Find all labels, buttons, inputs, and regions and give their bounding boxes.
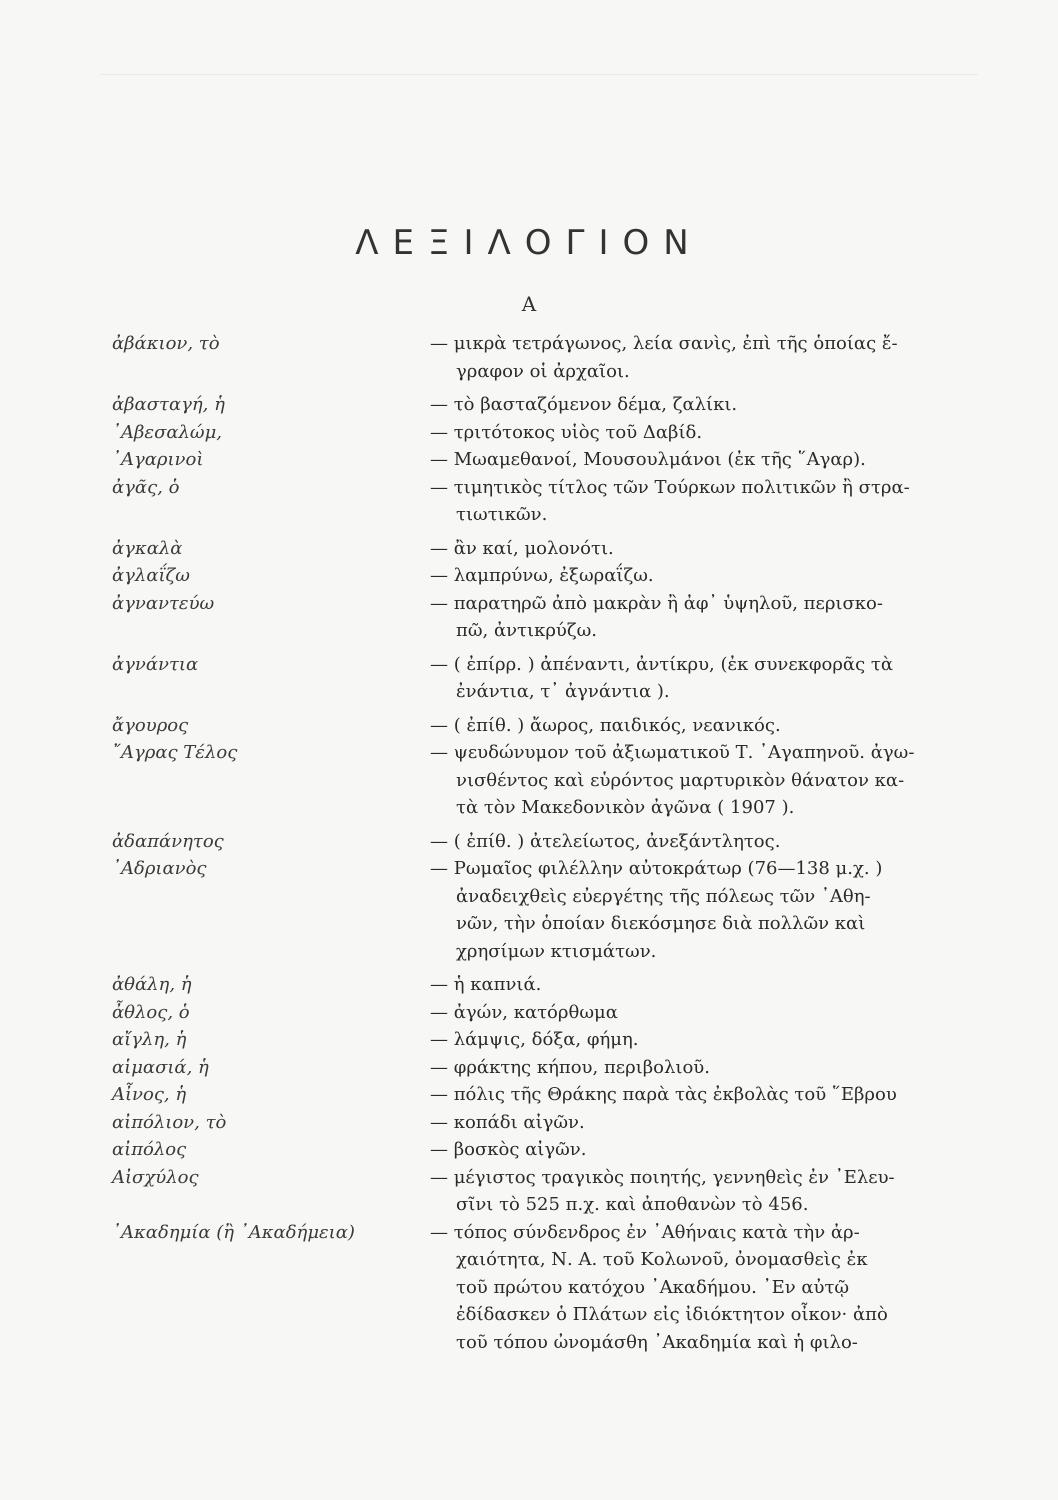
entry-definition bbox=[430, 562, 962, 590]
entry-definition bbox=[430, 1081, 962, 1109]
entry-definition bbox=[430, 535, 962, 563]
glossary-entry bbox=[112, 739, 962, 822]
definition-line: — μικρὰ τετράγωνος, λεία σανὶς, ἐπὶ τῆς ὁποίας ἔ- bbox=[430, 333, 898, 354]
definition-line: — τόπος σύνδενδρος ἐν ᾿Αθήναις κατὰ τὴν ἀρ- bbox=[430, 1221, 860, 1243]
entry-definition bbox=[430, 1136, 962, 1164]
glossary-entry bbox=[112, 535, 962, 563]
definition-line: ἐνάντια, τ᾿ ἀγνάντια ). bbox=[456, 681, 670, 702]
definition-line: χρησίμων κτισμάτων. bbox=[456, 940, 657, 962]
entry-term: ἀγναντεύω bbox=[112, 592, 215, 614]
entry-term: αἰπόλιον, τὸ bbox=[112, 1111, 227, 1133]
glossary-entry bbox=[112, 855, 962, 965]
entry-definition bbox=[430, 1054, 962, 1082]
glossary-entry bbox=[112, 1164, 962, 1219]
entry-definition bbox=[430, 712, 962, 740]
glossary-entries bbox=[112, 330, 962, 1356]
entry-definition bbox=[430, 391, 962, 419]
glossary-entry bbox=[112, 391, 962, 419]
glossary-entry bbox=[112, 1219, 962, 1357]
entry-definition bbox=[430, 446, 962, 474]
glossary-entry bbox=[112, 1136, 962, 1164]
entry-term: ἀβασταγή, ἡ bbox=[112, 394, 225, 415]
definition-line: — ( ἐπίρρ. ) ἀπέναντι, ἀντίκρυ, (ἐκ συνεκφορᾶς τὰ bbox=[430, 653, 893, 675]
glossary-entry bbox=[112, 474, 962, 529]
entry-definition bbox=[430, 1219, 962, 1357]
definition-line: — μέγιστος τραγικὸς ποιητής, γεννηθεὶς ἐν ᾿Ελευ- bbox=[430, 1166, 895, 1188]
definition-line: — Μωαμεθανοί, Μουσουλμάνοι (ἐκ τῆς ῞Αγαρ). bbox=[430, 449, 866, 470]
definition-line: τοῦ πρώτου κατόχου ᾿Ακαδήμου. ᾿Εν αὐτῷ bbox=[456, 1276, 850, 1298]
entry-definition bbox=[430, 971, 962, 999]
entry-term: ᾿Αβεσαλώμ, bbox=[112, 421, 223, 443]
entry-term: ᾿Αγαρινοὶ bbox=[112, 449, 204, 470]
entry-definition bbox=[430, 999, 962, 1027]
definition-line: πῶ, ἀντικρύζω. bbox=[456, 620, 597, 641]
entry-definition bbox=[430, 855, 962, 965]
entry-term: ᾿Αδριανὸς bbox=[112, 858, 207, 879]
entry-definition bbox=[430, 651, 962, 706]
entry-term: ἀθάλη, ἡ bbox=[112, 974, 192, 995]
definition-line: — κοπάδι αἰγῶν. bbox=[430, 1111, 585, 1133]
definition-line: — ἡ καπνιά. bbox=[430, 974, 542, 995]
entry-term: αἴγλη, ἡ bbox=[112, 1029, 187, 1050]
entry-definition bbox=[430, 1164, 962, 1219]
glossary-entry bbox=[112, 562, 962, 590]
entry-term: ἀδαπάνητος bbox=[112, 830, 224, 852]
entry-term: ἀγνάντια bbox=[112, 653, 199, 675]
page-title: ΛΕΞΙΛΟΓΙΟΝ bbox=[355, 222, 703, 263]
entry-term: αἰπόλος bbox=[112, 1139, 187, 1160]
glossary-entry bbox=[112, 419, 962, 447]
section-letter: Α bbox=[521, 292, 537, 316]
entry-definition bbox=[430, 828, 962, 856]
definition-line: — βοσκὸς αἰγῶν. bbox=[430, 1139, 587, 1160]
glossary-entry bbox=[112, 446, 962, 474]
entry-term: ἀγλαΐζω bbox=[112, 565, 190, 586]
entry-term: ἀβάκιον, τὸ bbox=[112, 333, 220, 354]
definition-line: — τριτότοκος υἱὸς τοῦ Δαβίδ. bbox=[430, 421, 703, 443]
definition-line: — ( ἐπίθ. ) ἀτελείωτος, ἀνεξάντλητος. bbox=[430, 830, 781, 852]
definition-line: — Ρωμαῖος φιλέλλην αὐτοκράτωρ (76—138 μ.χ. ) bbox=[430, 858, 883, 879]
entry-definition bbox=[430, 739, 962, 822]
glossary-entry bbox=[112, 1109, 962, 1137]
entry-definition bbox=[430, 1026, 962, 1054]
definition-line: ἐδίδασκεν ὁ Πλάτων εἰς ἰδιόκτητον οἶκον· ἀπὸ bbox=[456, 1304, 888, 1325]
entry-definition bbox=[430, 330, 962, 385]
entry-definition bbox=[430, 419, 962, 447]
definition-line: — λάμψις, δόξα, φήμη. bbox=[430, 1029, 639, 1050]
glossary-entry bbox=[112, 971, 962, 999]
definition-line: γραφον οἱ ἀρχαῖοι. bbox=[456, 360, 630, 382]
definition-line: νῶν, τὴν ὁποίαν διεκόσμησε διὰ πολλῶν καὶ bbox=[456, 913, 866, 934]
definition-line: — ψευδώνυμον τοῦ ἀξιωματικοῦ Τ. ᾿Αγαπηνοῦ. ἀγω- bbox=[430, 742, 915, 763]
entry-definition bbox=[430, 1109, 962, 1137]
entry-term: ἀγᾶς, ὁ bbox=[112, 476, 180, 498]
definition-line: — πόλις τῆς Θράκης παρὰ τὰς ἐκβολὰς τοῦ ῞Εβρου bbox=[430, 1084, 897, 1105]
entry-definition bbox=[430, 590, 962, 645]
entry-term: Αἶνος, ἡ bbox=[112, 1084, 187, 1105]
definition-line: — τιμητικὸς τίτλος τῶν Τούρκων πολιτικῶν ἢ στρα- bbox=[430, 476, 910, 498]
glossary-entry bbox=[112, 330, 962, 385]
entry-term: αἱμασιά, ἡ bbox=[112, 1056, 209, 1078]
definition-line: τὰ τὸν Μακεδονικὸν ἀγῶνα ( 1907 ). bbox=[456, 797, 795, 818]
definition-line: χαιότητα, Ν. Α. τοῦ Κολωνοῦ, ὀνομασθεὶς ἐκ bbox=[456, 1249, 868, 1270]
show-through-header bbox=[100, 60, 978, 75]
definition-line: τιωτικῶν. bbox=[456, 504, 548, 525]
entry-term: ῎Αγρας Τέλος bbox=[112, 742, 238, 763]
entry-term: ἀγκαλὰ bbox=[112, 537, 183, 559]
glossary-entry bbox=[112, 1081, 962, 1109]
glossary-entry bbox=[112, 1026, 962, 1054]
glossary-entry bbox=[112, 590, 962, 645]
definition-line: — φράκτης κήπου, περιβολιοῦ. bbox=[430, 1056, 710, 1078]
glossary-entry bbox=[112, 651, 962, 706]
entry-term: ᾿Ακαδημία (ἢ ᾿Ακαδήμεια) bbox=[112, 1221, 355, 1243]
definition-line: — τὸ βασταζόμενον δέμα, ζαλίκι. bbox=[430, 394, 738, 415]
glossary-entry bbox=[112, 712, 962, 740]
definition-line: — λαμπρύνω, ἐξωραΐζω. bbox=[430, 565, 654, 586]
entry-term: ἆθλος, ὁ bbox=[112, 1001, 190, 1023]
glossary-entry bbox=[112, 1054, 962, 1082]
entry-term: ἄγουρος bbox=[112, 714, 189, 736]
definition-line: — παρατηρῶ ἀπὸ μακρὰν ἢ ἀφ᾿ ὑψηλοῦ, περισκο- bbox=[430, 592, 883, 614]
glossary-entry bbox=[112, 999, 962, 1027]
definition-line: νισθέντος καὶ εὑρόντος μαρτυρικὸν θάνατον κα- bbox=[456, 769, 905, 791]
definition-line: — ἀγών, κατόρθωμα bbox=[430, 1001, 618, 1023]
entry-definition bbox=[430, 474, 962, 529]
definition-line: σῖνι τὸ 525 π.χ. καὶ ἀποθανὼν τὸ 456. bbox=[456, 1194, 809, 1215]
definition-line: ἀναδειχθεὶς εὐεργέτης τῆς πόλεως τῶν ᾿Αθη- bbox=[456, 885, 871, 907]
definition-line: τοῦ τόπου ὠνομάσθη ᾿Ακαδημία καὶ ἡ φιλο- bbox=[456, 1331, 858, 1353]
definition-line: — ( ἐπίθ. ) ἄωρος, παιδικός, νεανικός. bbox=[430, 714, 781, 736]
definition-line: — ἂν καί, μολονότι. bbox=[430, 537, 614, 559]
entry-term: Αἰσχύλος bbox=[112, 1166, 199, 1188]
glossary-entry bbox=[112, 828, 962, 856]
